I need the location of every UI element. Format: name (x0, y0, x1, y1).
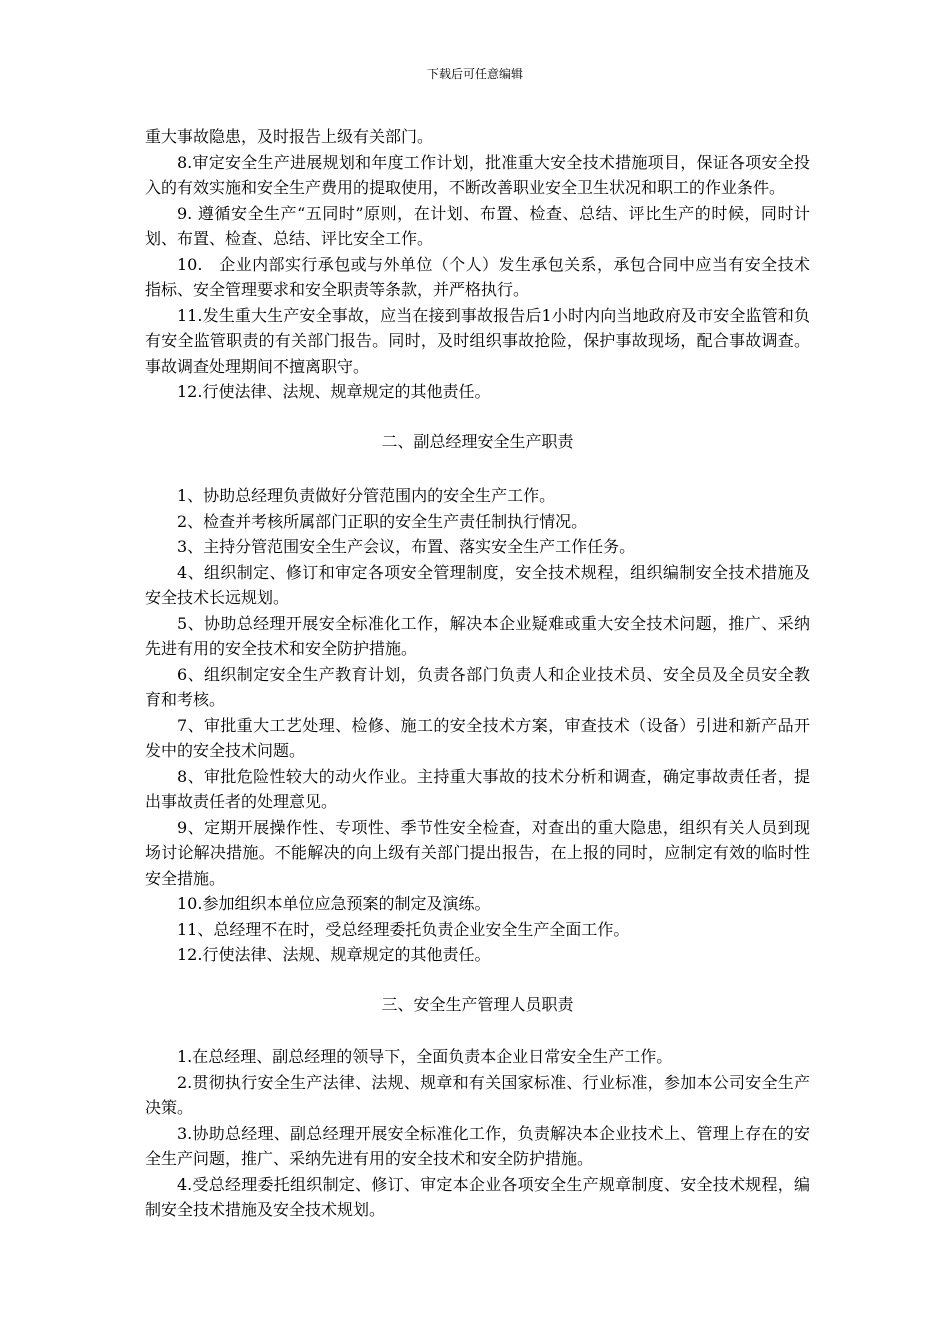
paragraph: 11.发生重大生产安全事故，应当在接到事故报告后1小时内向当地政府及市安全监管和负有安全监管职责的有关部门报告。同时，及时组织事故抢险，保护事故现场，配合事故调查。事故调查处理期间不擅离职守。 (145, 305, 810, 376)
paragraph: 3、主持分管范围安全生产会议，布置、落实安全生产工作任务。 (177, 537, 636, 556)
paragraph: 11、总经理不在时，受总经理委托负责企业安全生产全面工作。 (177, 919, 630, 939)
paragraph: 4.受总经理委托组织制定、修订、审定本企业各项安全生产规章制度、安全技术规程，编制安全技术措施及安全技术规划。 (145, 1174, 810, 1219)
paragraph: 10. 企业内部实行承包或与外单位（个人）发生承包关系，承包合同中应当有安全技术指标、安全管理要求和安全职责等条款，并严格执行。 (145, 254, 810, 299)
paragraph: 6、组织制定安全生产教育计划，负责各部门负责人和企业技术员、安全员及全员安全教育和考核。 (145, 664, 810, 709)
paragraph: 2.贯彻执行安全生产法律、法规、规章和有关国家标准、行业标准，参加本公司安全生产决策。 (145, 1072, 810, 1117)
paragraph: 9、定期开展操作性、专项性、季节性安全检查，对查出的重大隐患，组织有关人员到现场讨论解决措施。不能解决的向上级有关部门提出报告，在上报的同时，应制定有效的临时性安全措施。 (145, 817, 810, 888)
paragraph: 1、协助总经理负责做好分管范围内的安全生产工作。 (177, 486, 556, 505)
paragraph: 7、审批重大工艺处理、检修、施工的安全技术方案，审查技术（设备）引进和新产品开发中的安全技术问题。 (145, 715, 810, 760)
paragraph: 2、检查并考核所属部门正职的安全生产责任制执行情况。 (177, 511, 588, 531)
document-body (145, 124, 810, 1223)
paragraph: 8、审批危险性较大的动火作业。主持重大事故的技术分析和调查，确定事故责任者，提出事故责任者的处理意见。 (145, 766, 810, 811)
paragraph: 12.行使法律、法规、规章规定的其他责任。 (177, 945, 491, 964)
section-heading-safety-managers: 三、安全生产管理人员职责 (381, 994, 574, 1014)
paragraph: 8.审定安全生产进展规划和年度工作计划，批准重大安全技术措施项目，保证各项安全投入的有效实施和安全生产费用的提取使用，不断改善职业安全卫生状况和职工的作业条件。 (145, 152, 810, 197)
paragraph: 9. 遵循安全生产“五同时”原则，在计划、布置、检查、总结、评比生产的时候，同时计划、布置、检查、总结、评比安全工作。 (145, 203, 810, 248)
page-header-note: 下载后可任意编辑 (426, 67, 523, 81)
paragraph-continued: 重大事故隐患，及时报告上级有关部门。 (145, 127, 434, 146)
paragraph: 5、协助总经理开展安全标准化工作，解决本企业疑难或重大安全技术问题，推广、采纳先进有用的安全技术和安全防护措施。 (145, 613, 810, 658)
paragraph: 3.协助总经理、副总经理开展安全标准化工作，负责解决本企业技术上、管理上存在的安全生产问题，推广、采纳先进有用的安全技术和安全防护措施。 (145, 1123, 810, 1168)
paragraph: 4、组织制定、修订和审定各项安全管理制度，安全技术规程，组织编制安全技术措施及安全技术长远规划。 (145, 562, 810, 607)
paragraph: 1.在总经理、副总经理的领导下，全面负责本企业日常安全生产工作。 (177, 1047, 673, 1066)
paragraph: 10.参加组织本单位应急预案的制定及演练。 (177, 894, 491, 913)
paragraph: 12.行使法律、法规、规章规定的其他责任。 (177, 382, 491, 401)
section-heading-deputy-gm: 二、副总经理安全生产职责 (381, 431, 574, 451)
